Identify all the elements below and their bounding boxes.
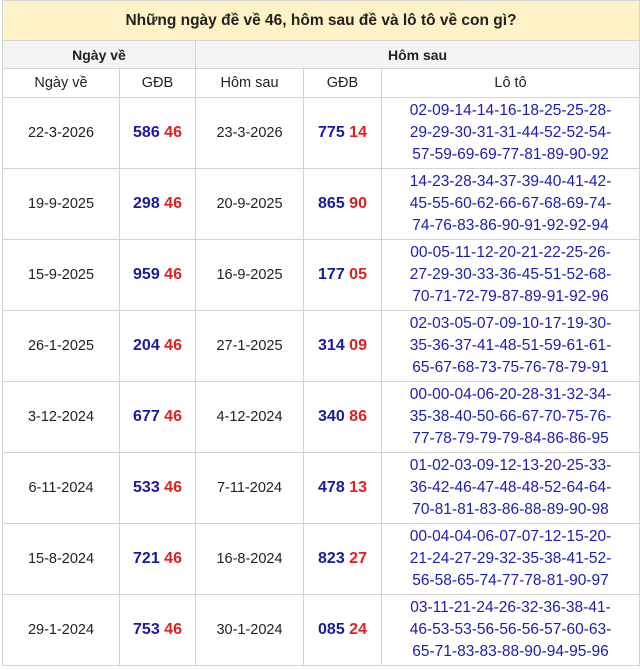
next-date-cell: 23-3-2026 [196,98,304,169]
date-cell: 15-9-2025 [3,240,120,311]
loto-line: 00-05-11-12-20-21-22-25-26- [410,244,611,261]
loto-line: 46-53-53-56-56-56-57-60-63- [409,621,612,638]
gdb-head-digits: 677 [133,408,160,425]
gdb-tail-digits: 46 [164,550,182,567]
gdb-head-digits: 298 [133,195,160,212]
next-gdb-tail-digits: 09 [349,337,367,354]
next-date-cell: 16-9-2025 [196,240,304,311]
table-row [3,98,640,169]
loto-line: 36-42-46-47-48-48-52-64-64- [409,479,612,496]
loto-line: 01-02-03-09-12-13-20-25-33- [409,457,612,474]
next-gdb-head-digits: 177 [318,266,345,283]
column-header-gdb: GĐB [120,69,196,98]
next-gdb-cell [304,524,382,595]
loto-line: 57-59-69-69-77-81-89-90-92 [412,146,609,163]
gdb-head-digits: 753 [133,621,160,638]
gdb-cell [120,595,196,666]
loto-cell [382,453,640,524]
table-row [3,240,640,311]
next-gdb-tail-digits: 90 [349,195,367,212]
loto-line: 74-76-83-86-90-91-92-92-94 [412,217,609,234]
next-gdb-tail-digits: 05 [349,266,367,283]
next-gdb-cell [304,311,382,382]
gdb-head-digits: 721 [133,550,160,567]
next-gdb-cell [304,595,382,666]
next-gdb-tail-digits: 14 [349,124,367,141]
gdb-tail-digits: 46 [164,266,182,283]
next-gdb-tail-digits: 86 [349,408,367,425]
next-gdb-head-digits: 085 [318,621,345,638]
gdb-cell [120,240,196,311]
loto-cell [382,98,640,169]
loto-line: 65-71-83-83-88-90-94-95-96 [412,643,609,660]
gdb-tail-digits: 46 [164,124,182,141]
gdb-cell [120,169,196,240]
loto-line: 21-24-27-29-32-35-38-41-52- [409,550,612,567]
group-header-hom-sau: Hôm sau [196,41,640,69]
column-header-gdb-next: GĐB [304,69,382,98]
gdb-tail-digits: 46 [164,621,182,638]
date-cell: 6-11-2024 [3,453,120,524]
date-cell: 26-1-2025 [3,311,120,382]
gdb-cell [120,453,196,524]
column-header-hom-sau: Hôm sau [196,69,304,98]
loto-line: 03-11-21-24-26-32-36-38-41- [410,599,611,616]
next-gdb-head-digits: 478 [318,479,345,496]
loto-line: 14-23-28-34-37-39-40-41-42- [409,173,612,190]
next-gdb-head-digits: 775 [318,124,345,141]
gdb-tail-digits: 46 [164,479,182,496]
next-gdb-tail-digits: 13 [349,479,367,496]
next-gdb-head-digits: 314 [318,337,345,354]
gdb-cell [120,311,196,382]
table-row [3,524,640,595]
gdb-tail-digits: 46 [164,408,182,425]
next-gdb-cell [304,453,382,524]
next-date-cell: 30-1-2024 [196,595,304,666]
next-gdb-head-digits: 340 [318,408,345,425]
loto-line: 27-29-30-33-36-45-51-52-68- [409,266,612,283]
loto-line: 29-29-30-31-31-44-52-52-54- [409,124,612,141]
date-cell: 22-3-2026 [3,98,120,169]
next-gdb-tail-digits: 27 [349,550,367,567]
table-row [3,453,640,524]
table-row [3,169,640,240]
next-gdb-cell [304,382,382,453]
gdb-head-digits: 586 [133,124,160,141]
next-gdb-head-digits: 823 [318,550,345,567]
next-gdb-cell [304,240,382,311]
loto-line: 00-04-04-06-07-07-12-15-20- [409,528,612,545]
loto-cell [382,169,640,240]
date-cell: 29-1-2024 [3,595,120,666]
loto-cell [382,595,640,666]
column-header-ngay-ve: Ngày về [3,69,120,98]
next-date-cell: 20-9-2025 [196,169,304,240]
table-row [3,311,640,382]
loto-line: 77-78-79-79-79-84-86-86-95 [412,430,609,447]
next-gdb-cell [304,98,382,169]
gdb-head-digits: 533 [133,479,160,496]
group-header-ngay-ve: Ngày về [3,41,196,69]
column-header-loto: Lô tô [382,69,640,98]
table-row [3,382,640,453]
loto-line: 02-03-05-07-09-10-17-19-30- [409,315,612,332]
next-gdb-tail-digits: 24 [349,621,367,638]
gdb-head-digits: 204 [133,337,160,354]
table-title: Những ngày đề về 46, hôm sau đề và lô tô về con gì? [3,1,640,41]
loto-line: 65-67-68-73-75-76-78-79-91 [412,359,609,376]
gdb-tail-digits: 46 [164,337,182,354]
date-cell: 19-9-2025 [3,169,120,240]
next-date-cell: 7-11-2024 [196,453,304,524]
gdb-cell [120,98,196,169]
loto-line: 70-71-72-79-87-89-91-92-96 [412,288,609,305]
loto-cell [382,240,640,311]
table-row [3,595,640,666]
next-gdb-cell [304,169,382,240]
loto-line: 02-09-14-14-16-18-25-25-28- [409,102,612,119]
loto-line: 35-38-40-50-66-67-70-75-76- [409,408,612,425]
next-date-cell: 16-8-2024 [196,524,304,595]
loto-line: 56-58-65-74-77-78-81-90-97 [412,572,609,589]
gdb-tail-digits: 46 [164,195,182,212]
date-cell: 3-12-2024 [3,382,120,453]
results-table [2,0,640,666]
loto-cell [382,524,640,595]
gdb-cell [120,524,196,595]
table-body [3,98,640,666]
loto-line: 35-36-37-41-48-51-59-61-61- [409,337,612,354]
gdb-head-digits: 959 [133,266,160,283]
loto-line: 70-81-81-83-86-88-89-90-98 [412,501,609,518]
next-date-cell: 27-1-2025 [196,311,304,382]
next-date-cell: 4-12-2024 [196,382,304,453]
gdb-cell [120,382,196,453]
date-cell: 15-8-2024 [3,524,120,595]
loto-line: 00-00-04-06-20-28-31-32-34- [409,386,612,403]
loto-cell [382,311,640,382]
loto-line: 45-55-60-62-66-67-68-69-74- [409,195,612,212]
loto-cell [382,382,640,453]
next-gdb-head-digits: 865 [318,195,345,212]
